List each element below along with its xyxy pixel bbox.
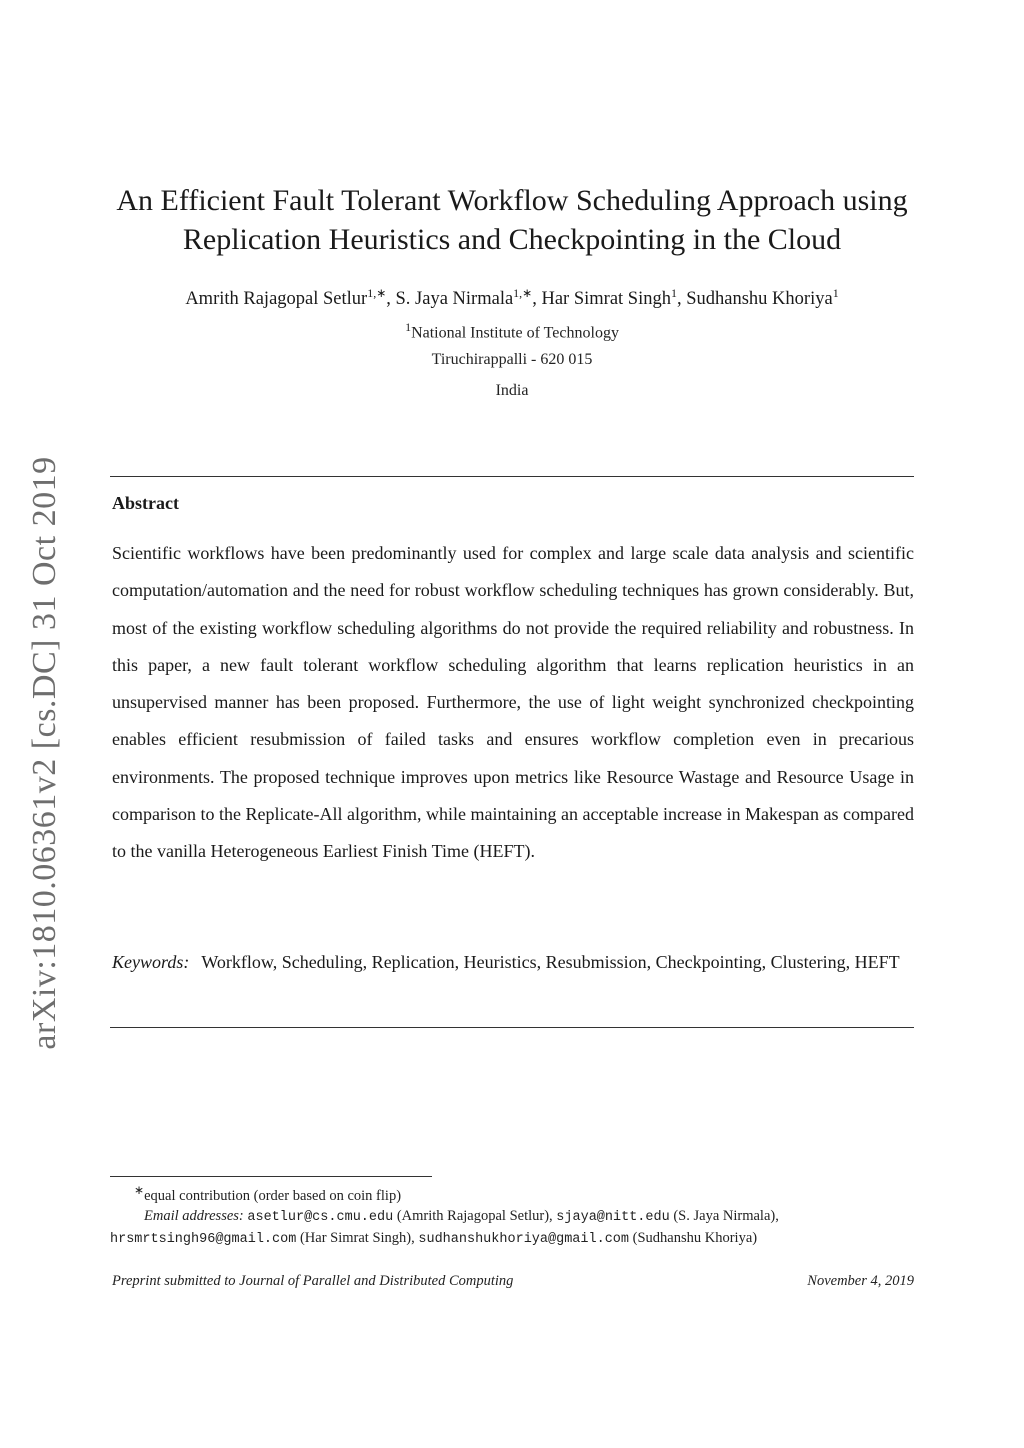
email-link[interactable]: hrsmrtsingh96@gmail.com [110, 1231, 297, 1247]
author-name: Sudhanshu Khoriya [686, 289, 833, 310]
author-name: Amrith Rajagopal Setlur [185, 289, 368, 310]
email-link[interactable]: asetlur@cs.cmu.edu [247, 1209, 394, 1225]
affiliation-mark: 1 [405, 320, 412, 334]
email-addresses [110, 1206, 914, 1250]
email-owner: (S. Jaya Nirmala), [673, 1207, 779, 1224]
author-name: Har Simrat Singh [541, 289, 671, 310]
preprint-note: Preprint submitted to Journal of Parallel and Distributed Computing [112, 1273, 514, 1289]
author-name: S. Jaya Nirmala [395, 289, 514, 310]
affiliation-institution: $^1$National Institute of Technology [405, 320, 619, 342]
arxiv-identifier: arXiv:1810.06361v2 [cs.DC] 31 Oct 2019 [26, 456, 63, 1050]
footnote-rule [110, 1176, 432, 1177]
footnote [110, 1180, 914, 1250]
author-marks: 1,∗ [367, 286, 387, 300]
affiliation-city: Tiruchirappalli - 620 015 [431, 351, 593, 368]
title-line-2: Replication Heuristics and Checkpointing in the Cloud [182, 223, 842, 256]
abstract-heading: Abstract [112, 493, 179, 513]
email-link[interactable]: sjaya@nitt.edu [556, 1209, 670, 1225]
equal-contribution-note: ∗equal contribution (order based on coin flip) [134, 1183, 402, 1204]
email-label: Email addresses: [144, 1207, 244, 1224]
email-owner: (Sudhanshu Khoriya) [632, 1229, 758, 1246]
equal-mark: ∗ [134, 1183, 145, 1197]
author-marks: 1 [670, 286, 677, 300]
email-owner: (Har Simrat Singh), [299, 1229, 415, 1246]
abstract-top-rule [110, 476, 914, 477]
author-list: Amrith Rajagopal Setlur$^{1,∗}$, S. Jaya Nirmala$^{1,∗}$, Har Simrat Singh$^1$, Sudhanshu Khoriya$^1$ [185, 286, 839, 310]
abstract-bottom-rule [110, 1027, 914, 1028]
abstract-text: Scientific workflows have been predominantly used for complex and large scale data analysis and scientific computation/automation and the need for robust workflow scheduling techniques has grown considerably. But, most of the existing workflow scheduling algorithms do not provide the required reliability and robustness. In this paper, a new fault tolerant workflow scheduling algorithm that learns replication heuristics in an unsupervised manner has been proposed. Furthermore, the use of light weight synchronized checkpointing enables efficient resubmission of failed tasks and ensures workflow completion even in precarious environments. The proposed technique improves upon metrics like Resource Wastage and Resource Usage in comparison to the Replicate-All algorithm, while maintaining an acceptable increase in Makespan as compared to the vanilla Heterogeneous Earliest Finish Time (HEFT). [112, 543, 914, 862]
keywords-label: Keywords: [112, 952, 190, 972]
keywords-text: Workflow, Scheduling, Replication, Heuristics, Resubmission, Checkpointing, Clustering, HEFT [201, 952, 900, 972]
title-line-1: An Efficient Fault Tolerant Workflow Scheduling Approach using [116, 184, 908, 217]
affiliation-country: India [495, 382, 529, 399]
author-marks: 1 [832, 286, 839, 300]
email-owner: (Amrith Rajagopal Setlur), [396, 1207, 553, 1224]
submission-date: November 4, 2019 [807, 1273, 914, 1289]
author-marks: 1,∗ [513, 286, 533, 300]
paper-title [60, 181, 964, 259]
keywords [112, 944, 914, 981]
email-link[interactable]: sudhanshukhoriya@gmail.com [418, 1231, 630, 1247]
